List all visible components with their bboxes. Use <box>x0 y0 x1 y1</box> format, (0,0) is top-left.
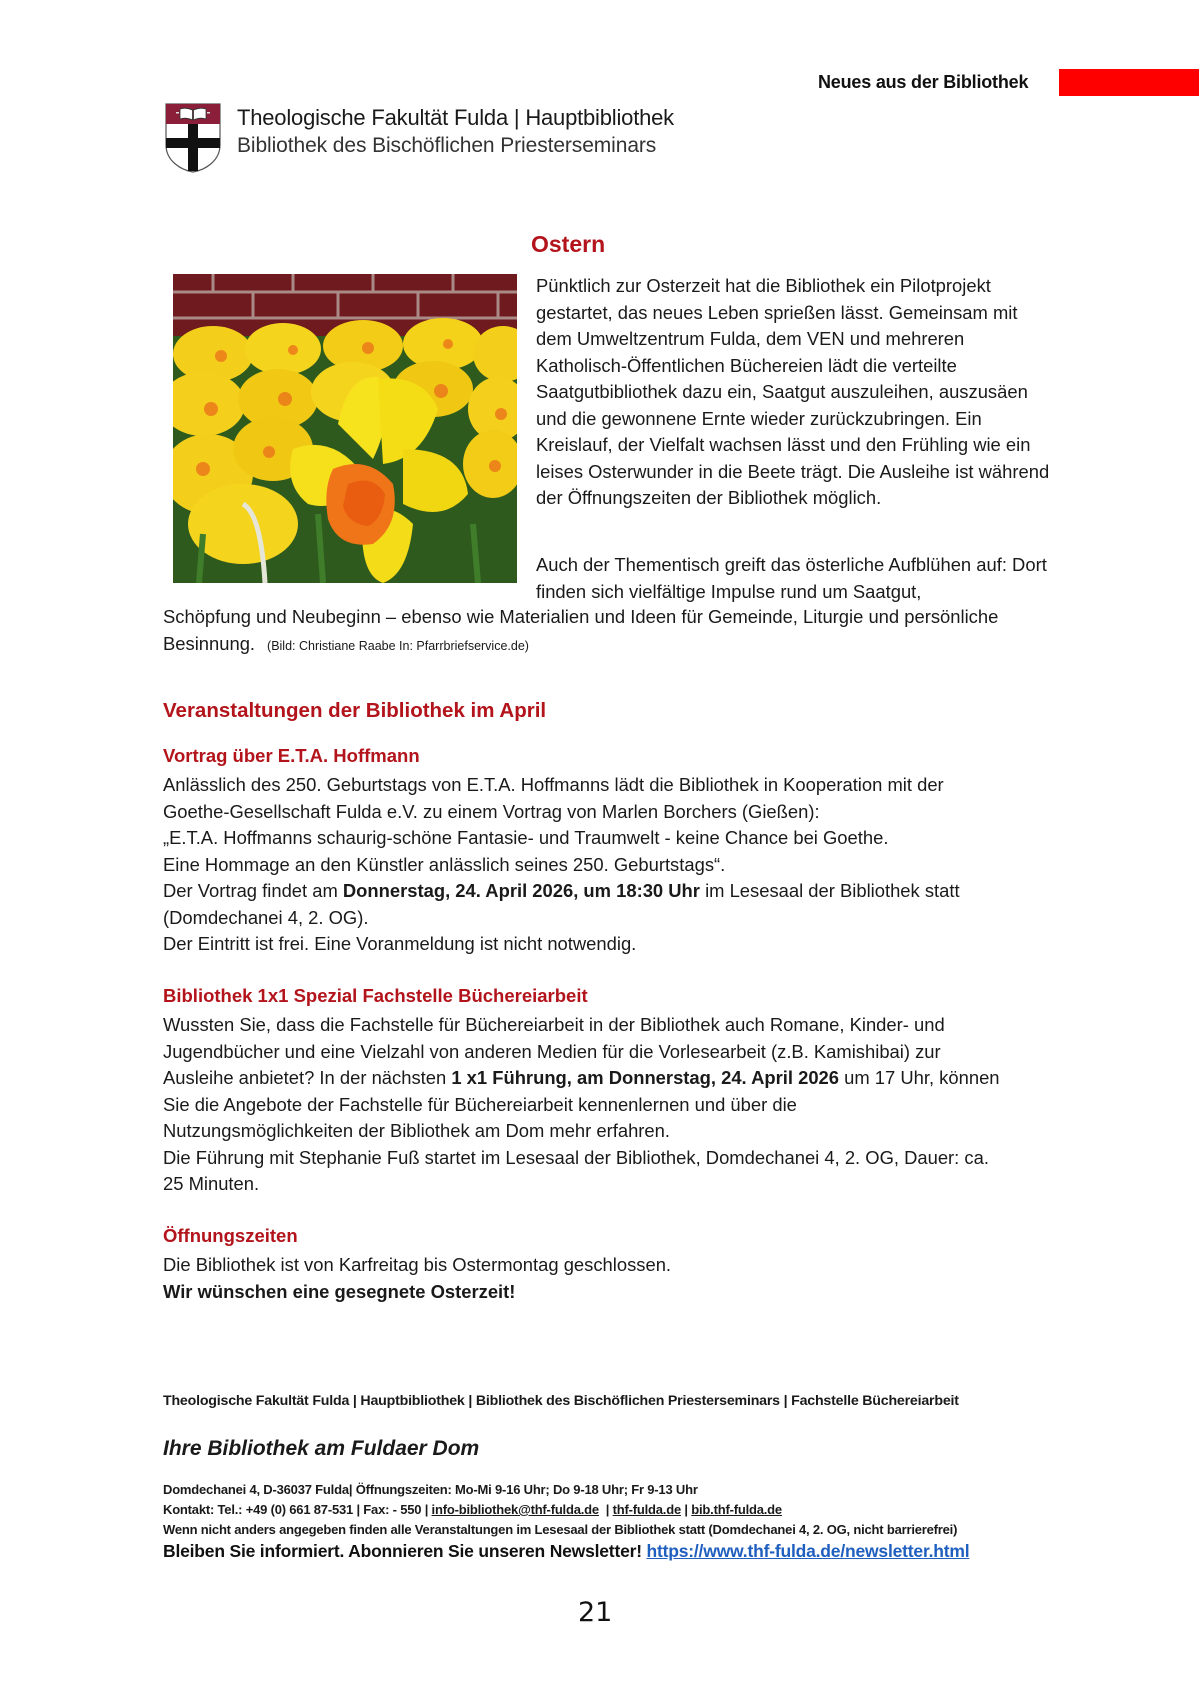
daffodil-photo <box>173 274 517 583</box>
onex1-line: Wussten Sie, dass die Fachstelle für Büchereiarbeit in der Bibliothek auch Romane, Kinder- und <box>163 1014 945 1035</box>
page-number: 21 <box>578 1597 613 1628</box>
footer-venue-note: Wenn nicht anders angegeben finden alle Veranstaltungen im Lesesaal der Bibliothek statt (Domdechanei 4, 2. OG, nicht barrierefrei) <box>163 1522 958 1537</box>
text: im Lesesaal der Bibliothek statt <box>699 880 960 901</box>
website-link[interactable]: thf-fulda.de <box>612 1502 681 1517</box>
coat-of-arms-icon <box>165 103 221 173</box>
vortrag-date-line <box>163 878 1063 905</box>
onex1-line: Nutzungsmöglichkeiten der Bibliothek am Dom mehr erfahren. <box>163 1120 670 1141</box>
footer-contact <box>163 1502 782 1517</box>
event-title-1x1: Bibliothek 1x1 Spezial Fachstelle Büchereiarbeit <box>163 985 588 1006</box>
separator: | <box>598 1502 613 1517</box>
text: um 17 Uhr, können <box>839 1067 1000 1088</box>
email-link[interactable]: info-bibliothek@thf-fulda.de <box>431 1502 599 1517</box>
event-title-vortrag: Vortrag über E.T.A. Hoffmann <box>163 745 420 766</box>
text: Ausleihe anbietet? In der nächsten <box>163 1067 452 1088</box>
newsletter-text: Bleiben Sie informiert. Abonnieren Sie unseren Newsletter! <box>163 1541 647 1561</box>
vortrag-line: (Domdechanei 4, 2. OG). <box>163 906 369 928</box>
library-website-link[interactable]: bib.thf-fulda.de <box>691 1502 782 1517</box>
footer-institutions: Theologische Fakultät Fulda | Hauptbibliothek | Bibliothek des Bischöflichen Priesterseminars | Fachstelle Büchereiarbeit <box>163 1393 959 1409</box>
section-title-ostern: Ostern <box>531 231 606 257</box>
vortrag-date: Donnerstag, 24. April 2026, um 18:30 Uhr <box>342 880 700 901</box>
ostern-paragraph-1: Pünktlich zur Osterzeit hat die Bibliothek ein Pilotprojekt gestartet, das neues Leben sprießen lässt. Gemeinsam mit dem Umweltzentrum Fulda, dem VEN und mehreren Katholisch-Öffentlichen Büchereien lädt die verteilte Saatgutbibliothek dazu ein, Saatgut auszuleihen, auszusäen und die gewonnene Ernte wieder zurückzubringen. Ein Kreislauf, der Vielfalt wachsen lässt und den Frühling wie ein leises Osterwunder in die Beete trägt. Die Ausleihe ist während der Öffnungszeiten der Bibliothek möglich. <box>536 275 1050 508</box>
onex1-date-line <box>163 1065 1063 1092</box>
closure-note: Die Bibliothek ist von Karfreitag bis Ostermontag geschlossen. <box>163 1254 672 1275</box>
ostern-paragraph-2-text: Schöpfung und Neubeginn – ebenso wie Materialien und Ideen für Gemeinde, Liturgie und persönliche Besinnung. <box>163 606 999 654</box>
onex1-line: Jugendbücher und eine Vielzahl von anderen Medien für die Vorlesearbeit (z.B. Kamishibai) zur <box>163 1040 941 1062</box>
opening-hours-body <box>163 1252 1063 1305</box>
onex1-date: 1 x1 Führung, am Donnerstag, 24. April 2026 <box>451 1067 840 1088</box>
ostern-paragraph-2-part-1: Auch der Thementisch greift das österliche Aufblühen auf: Dort finden sich vielfältige Impulse rund um Saatgut, <box>536 554 1047 602</box>
contact-phone-fax: Kontakt: Tel.: +49 (0) 661 87-531 | Fax: - 550 | <box>163 1502 432 1517</box>
institution-subtitle: Bibliothek des Bischöflichen Priesterseminars <box>237 134 657 157</box>
vortrag-line: Der Eintritt ist frei. Eine Voranmeldung ist nicht notwendig. <box>163 933 637 954</box>
event-body-1x1 <box>163 1012 1063 1198</box>
institution-name: Theologische Fakultät Fulda | Hauptbibliothek <box>237 105 674 130</box>
vortrag-line: Goethe-Gesellschaft Fulda e.V. zu einem Vortrag von Marlen Borchers (Gießen): <box>163 800 820 822</box>
separator: | <box>681 1502 692 1517</box>
section-title-events: Veranstaltungen der Bibliothek im April <box>163 699 547 722</box>
newsletter-link[interactable]: https://www.thf-fulda.de/newsletter.html <box>646 1541 970 1561</box>
onex1-line: 25 Minuten. <box>163 1173 260 1194</box>
footer-address-hours: Domdechanei 4, D-36037 Fulda| Öffnungszeiten: Mo-Mi 9-16 Uhr; Do 9-18 Uhr; Fr 9-13 Uhr <box>163 1482 698 1497</box>
text: Der Vortrag findet am <box>163 880 343 901</box>
onex1-line: Sie die Angebote der Fachstelle für Büchereiarbeit kennenlernen und über die <box>163 1093 797 1115</box>
vortrag-line: „E.T.A. Hoffmanns schaurig-schöne Fantasie- und Traumwelt - keine Chance bei Goethe. <box>163 827 889 848</box>
vortrag-line: Anlässlich des 250. Geburtstags von E.T.A. Hoffmanns lädt die Bibliothek in Kooperation mit der <box>163 774 944 795</box>
event-body-vortrag <box>163 772 1063 958</box>
accent-bar <box>1059 69 1199 96</box>
section-title-opening-hours: Öffnungszeiten <box>163 1225 298 1246</box>
footer-newsletter <box>163 1541 969 1562</box>
image-credit: (Bild: Christiane Raabe In: Pfarrbriefservice.de) <box>267 638 529 653</box>
easter-greeting: Wir wünschen eine gesegnete Osterzeit! <box>163 1280 516 1302</box>
onex1-line: Die Führung mit Stephanie Fuß startet im Lesesaal der Bibliothek, Domdechanei 4, 2. OG, Dauer: ca. <box>163 1146 989 1168</box>
running-head: Neues aus der Bibliothek <box>818 72 1029 92</box>
vortrag-line: Eine Hommage an den Künstler anlässlich seines 250. Geburtstags“. <box>163 853 726 875</box>
footer-slogan: Ihre Bibliothek am Fuldaer Dom <box>163 1437 480 1460</box>
ostern-paragraph-2-part-2 <box>163 604 1063 659</box>
